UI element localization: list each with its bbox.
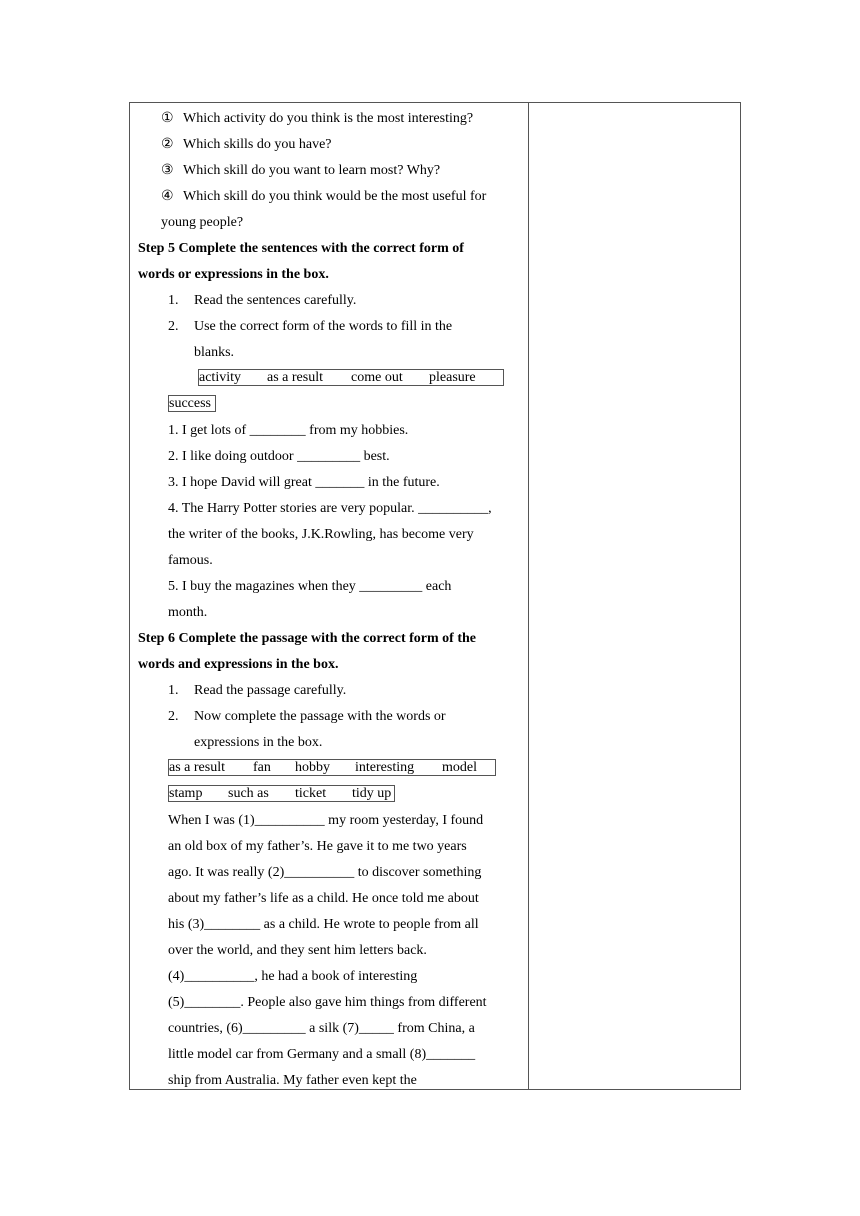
step5-word-box-continued — [168, 395, 216, 412]
step5-instruction-1: 1. Read the sentences carefully. — [168, 293, 357, 308]
step6-word-box — [168, 759, 496, 776]
step5-heading-continued: words or expressions in the box. — [138, 267, 329, 282]
step5-instruction-2-continued: blanks. — [194, 345, 235, 360]
step5-sentence: 3. I hope David will great _______ in the future. — [168, 475, 440, 490]
step5-sentence: 2. I like doing outdoor _________ best. — [168, 449, 390, 464]
step5-sentence: month. — [168, 605, 208, 620]
passage-line: countries, (6)_________ a silk (7)_____ from China, a — [168, 1021, 475, 1036]
step6-instruction-1: 1. Read the passage carefully. — [168, 683, 347, 698]
passage-line: ship from Australia. My father even kept the — [168, 1073, 417, 1088]
question-4-continued: young people? — [161, 215, 244, 230]
word-box-item: as a result — [169, 760, 225, 775]
word-box-item: model — [442, 760, 477, 775]
step5-word-box — [198, 369, 504, 386]
passage-line: ago. It was really (2)__________ to discover something — [168, 865, 482, 880]
step5-instruction-2: 2. Use the correct form of the words to fill in the — [168, 319, 453, 334]
passage-line: (5)________. People also gave him things from different — [168, 995, 487, 1010]
word-box-item: as a result — [267, 370, 323, 385]
word-box-item: fan — [253, 760, 271, 775]
word-box-item: interesting — [355, 760, 415, 775]
passage-line: (4)__________, he had a book of interesting — [168, 969, 418, 984]
word-box-item: activity — [199, 370, 241, 385]
step5-sentence: 5. I buy the magazines when they _________ each — [168, 579, 452, 594]
question-3: ③ Which skill do you want to learn most? Why? — [161, 163, 441, 178]
column-divider — [528, 103, 529, 1089]
word-box-item: success — [169, 396, 211, 411]
word-box-item: tidy up — [352, 786, 392, 801]
word-box-item: stamp — [169, 786, 203, 801]
step6-instruction-2-continued: expressions in the box. — [194, 735, 323, 750]
question-4: ④ Which skill do you think would be the most useful for — [161, 189, 487, 204]
step6-heading-continued: words and expressions in the box. — [138, 657, 339, 672]
word-box-item: hobby — [295, 760, 330, 775]
step5-sentence: the writer of the books, J.K.Rowling, has become very — [168, 527, 474, 542]
step5-sentence: famous. — [168, 553, 213, 568]
passage-line: his (3)________ as a child. He wrote to people from all — [168, 917, 479, 932]
passage-line: little model car from Germany and a small (8)_______ — [168, 1047, 476, 1062]
passage-line: an old box of my father’s. He gave it to me two years — [168, 839, 467, 854]
word-box-item: such as — [228, 786, 269, 801]
step6-heading: Step 6 Complete the passage with the correct form of the — [138, 631, 476, 646]
passage-line: about my father’s life as a child. He once told me about — [168, 891, 479, 906]
question-1: ① Which activity do you think is the most interesting? — [161, 111, 474, 126]
step6-word-box-continued — [168, 785, 395, 802]
word-box-item: come out — [351, 370, 403, 385]
word-box-item: pleasure — [429, 370, 476, 385]
step6-instruction-2: 2. Now complete the passage with the words or — [168, 709, 446, 724]
step5-sentence: 4. The Harry Potter stories are very popular. __________, — [168, 501, 492, 516]
step5-heading: Step 5 Complete the sentences with the correct form of — [138, 241, 464, 256]
question-2: ② Which skills do you have? — [161, 137, 332, 152]
word-box-item: ticket — [295, 786, 327, 801]
step5-sentence: 1. I get lots of ________ from my hobbies. — [168, 423, 409, 438]
passage-line: When I was (1)__________ my room yesterday, I found — [168, 813, 484, 828]
passage-line: over the world, and they sent him letters back. — [168, 943, 427, 958]
